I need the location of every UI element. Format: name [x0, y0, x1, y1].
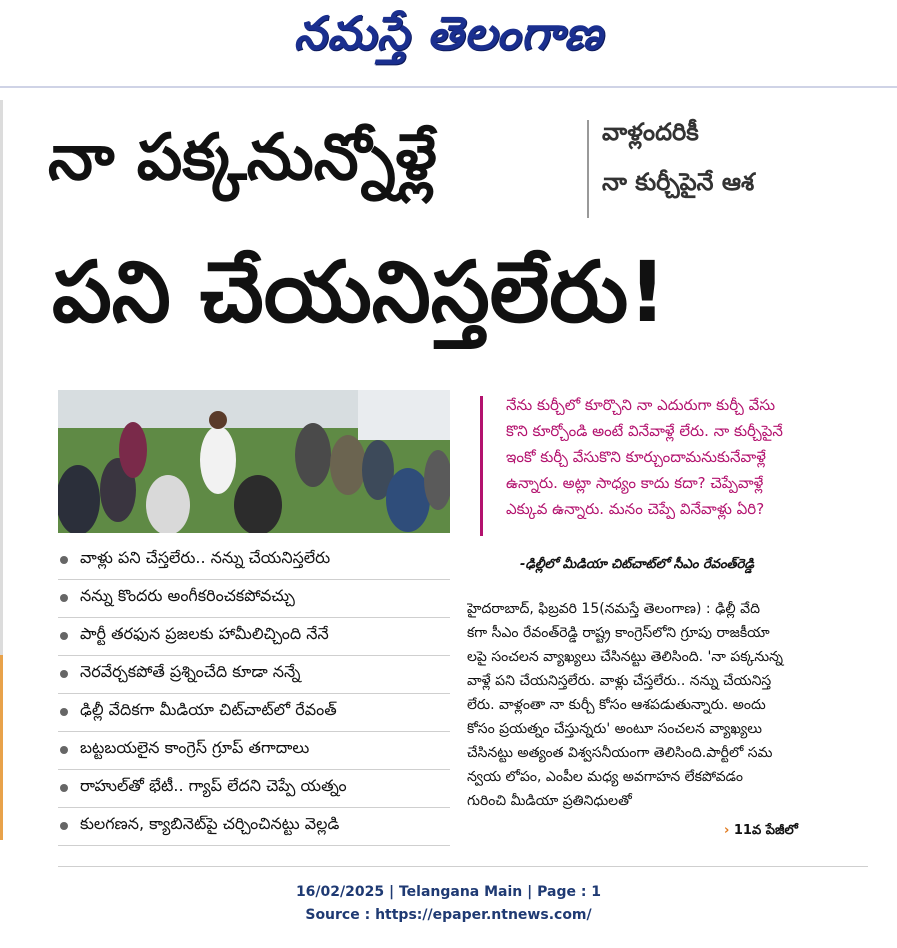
bullet-list: [58, 542, 450, 846]
bullet-dot-icon: [60, 594, 68, 602]
bullet-item: [58, 694, 450, 732]
pull-quote: [506, 392, 866, 522]
bottom-rule: [58, 866, 868, 867]
bullet-item: [58, 618, 450, 656]
headline-line-1: నా పక్కనున్నోళ్లే: [48, 121, 437, 195]
footer-source[interactable]: Source : https://epaper.ntnews.com/: [305, 907, 592, 923]
bullet-dot-icon: [60, 822, 68, 830]
masthead-title: నమస్తే తెలంగాణ: [293, 6, 604, 60]
bullet-item: [58, 770, 450, 808]
kicker-divider: [587, 120, 589, 218]
body-line: వాళ్లే పని చేయనిస్తలేరు. వాళ్లు చేస్తలేరు.. నన్ను చేయనిస్త: [467, 673, 772, 689]
bullet-dot-icon: [60, 784, 68, 792]
news-photo-illustration: [58, 390, 450, 533]
article-body: [467, 597, 869, 813]
bullet-item: [58, 580, 450, 618]
bullet-text: బట్టబయలైన కాంగ్రెస్ గ్రూప్ తగాదాలు: [80, 738, 310, 757]
quote-line: నేను కుర్చీలో కూర్చొని నా ఎదురుగా కుర్చీ వేసు: [506, 396, 776, 414]
bullet-dot-icon: [60, 556, 68, 564]
quote-attribution: -ఢిల్లీలో మీడియా చిట్‌చాట్‌లో సీఎం రేవంత్‌రెడ్డి: [520, 557, 754, 572]
body-line: గురించి మీడియా ప్రతినిధులతో: [467, 793, 632, 809]
bullet-dot-icon: [60, 708, 68, 716]
continue-arrow-icon: ›: [724, 823, 730, 838]
body-line: చేసినట్టు అత్యంత విశ్వసనీయంగా తెలిసింది.పార్టీలో సమ: [467, 745, 773, 761]
bullet-dot-icon: [60, 670, 68, 678]
headline-line-2: పని చేయనిస్తలేరు!: [52, 243, 667, 341]
bullet-item: [58, 732, 450, 770]
quote-line: ఉన్నారు. అట్లా సాధ్యం కాదు కదా? చెప్పేవాళ్లే: [506, 474, 764, 492]
quote-accent-bar: [480, 396, 483, 536]
bullet-text: పార్టీ తరఫున ప్రజలకు హామీలిచ్చింది నేనే: [80, 624, 329, 643]
news-photo: [58, 390, 450, 533]
bullet-text: వాళ్లు పని చేస్తలేరు.. నన్ను చేయనిస్తలేరు: [80, 548, 331, 567]
body-line: లేరు. వాళ్లంతా నా కుర్చీ కోసం ఆశపడుతున్నారు. అందు: [467, 697, 766, 713]
bullet-text: కులగణన, క్యాబినెట్‌పై చర్చించినట్టు వెల్లడి: [80, 814, 340, 833]
bullet-item: [58, 656, 450, 694]
body-line: న్వయ లోపం, ఎంపీల మధ్య అవగాహన లేకపోవడం: [467, 769, 743, 785]
bullet-text: రాహుల్‌తో భేటీ.. గ్యాప్ లేదని చెప్పే యత్నం: [80, 776, 347, 795]
kicker-line-2: నా కుర్చీపైనే ఆశ: [602, 168, 755, 196]
bullet-item: [58, 808, 450, 846]
page-edge-mark: [0, 655, 3, 840]
continued-label: 11వ పేజీలో: [733, 823, 798, 838]
quote-line: ఇంకో కుర్చీ వేసుకొని కూర్చుందామనుకునేవాళ్లే: [506, 448, 766, 466]
masthead-divider: [0, 86, 897, 88]
body-line: లపై సంచలన వ్యాఖ్యలు చేసినట్టు తెలిసింది. 'నా పక్కనున్న: [467, 649, 784, 665]
bullet-text: నెరవేర్చకపోతే ప్రశ్నించేది కూడా నన్నే: [80, 662, 301, 681]
bullet-text: ఢిల్లీ వేదికగా మీడియా చిట్‌చాట్‌లో రేవంత్: [80, 700, 337, 719]
bullet-dot-icon: [60, 746, 68, 754]
kicker-line-1: వాళ్లందరికీ: [602, 118, 699, 146]
body-line: కోసం ప్రయత్నం చేస్తున్నరు' అంటూ సంచలన వ్యాఖ్యలు: [467, 721, 763, 737]
body-line: కగా సీఎం రేవంత్‌రెడ్డి రాష్ట్ర కాంగ్రెస్‌లోని గ్రూపు రాజకీయా: [467, 625, 770, 641]
page-edge-shade: [0, 100, 3, 660]
quote-line: ఎక్కువ ఉన్నారు. మనం చెప్పే వినేవాళ్లు ఏరి?: [506, 500, 765, 518]
footer-date-page: 16/02/2025 | Telangana Main | Page : 1: [295, 884, 602, 900]
body-line: హైదరాబాద్, ఫిబ్రవరి 15(నమస్తే తెలంగాణ) : ఢిల్లీ వేది: [467, 601, 760, 617]
continued-link[interactable]: [724, 823, 798, 841]
masthead: [0, 0, 897, 78]
quote-line: కొని కూర్చోండి అంటే వినేవాళ్లే లేరు. నా కుర్చీపైనే: [506, 422, 783, 440]
bullet-item: [58, 542, 450, 580]
bullet-text: నన్ను కొందరు అంగీకరించకపోవచ్చు: [80, 586, 295, 605]
bullet-dot-icon: [60, 632, 68, 640]
